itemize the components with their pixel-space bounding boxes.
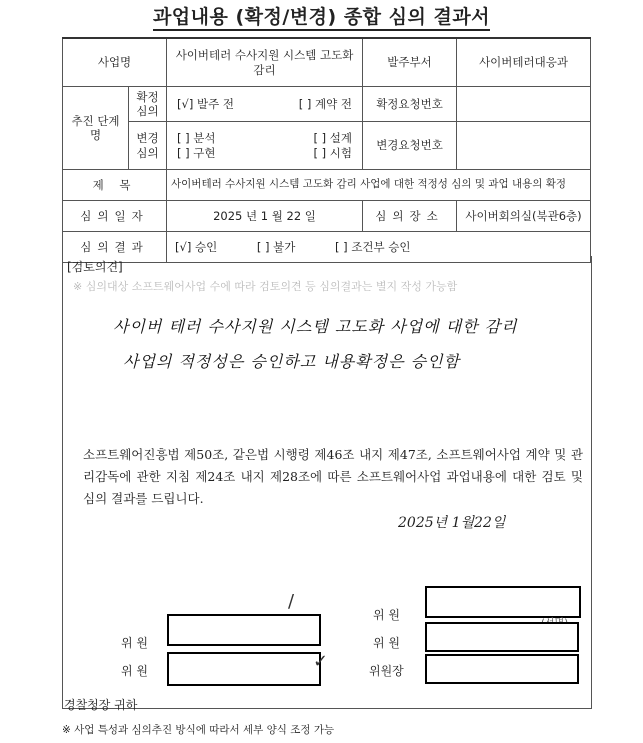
change-label: 변경 심의: [129, 122, 167, 170]
change-option-test: [ ] 시험: [313, 145, 353, 160]
review-form-table: [62, 37, 591, 263]
redacted-name-chair: [425, 654, 579, 684]
result-label: 심의결과: [63, 232, 167, 263]
change-option-analysis: [ ] 분석: [177, 131, 216, 146]
member-label-2: 위 원: [121, 636, 148, 650]
confirm-option-before-contract: [ ] 계약 전: [298, 96, 353, 111]
review-body-text: 소프트웨어진흥법 제50조, 같은법 시행령 제46조 내지 제47조, 소프트웨어사업 계약 및 관리감독에 관한 지침 제24조 내지 제28조에 따른 소프트웨어사업 과업내용에 대한 검토 및 심의 결과를 드립니다.: [83, 447, 583, 506]
date-value: 2025 년 1 월 22 일: [167, 201, 363, 232]
result-option-conditional: [ ] 조건부 승인: [335, 239, 411, 254]
subject-label: 제 목: [63, 170, 167, 201]
signature-scribble: /: [288, 591, 295, 612]
project-label: 사업명: [63, 38, 167, 87]
place-label: 심의장소: [363, 201, 457, 232]
result-option-reject: [ ] 불가: [256, 239, 296, 254]
dept-label: 발주부서: [363, 38, 457, 87]
change-options: [167, 122, 363, 170]
member-label-3: 위 원: [373, 636, 400, 650]
handwritten-date: 2025년 1월22일: [398, 515, 506, 531]
handwritten-opinion-line2: 사업의 적정성은 승인하고 내용확정은 승인함: [123, 352, 461, 371]
change-option-implementation: [ ] 구현: [177, 145, 216, 160]
redacted-name-2: [167, 614, 321, 646]
document-title: 과업내용 (확정/변경) 종합 심의 결과서: [0, 2, 643, 29]
change-request-value: [457, 122, 591, 170]
dept-value: 사이버테러대응과: [457, 38, 591, 87]
footer-note: ※ 사업 특성과 심의추진 방식에 따라서 세부 양식 조정 가능: [62, 724, 335, 736]
review-label: [검토의견]: [67, 260, 123, 274]
addressee: 경찰청장 귀하: [64, 698, 138, 712]
date-label: 심의일자: [63, 201, 167, 232]
project-name: 사이버테러 수사지원 시스템 고도화 감리: [167, 38, 363, 87]
redacted-name-4: [167, 652, 321, 686]
change-request-label: 변경요청번호: [363, 122, 457, 170]
member-label-4: 위 원: [121, 664, 148, 678]
place-value: 사이버회의실(북관6층): [457, 201, 591, 232]
subject-value: 사이버테러 수사지원 시스템 고도화 감리 사업에 대한 적정성 심의 및 과업 내용의 확정: [167, 170, 591, 201]
member-label-1: 위 원: [373, 608, 400, 622]
confirm-option-before-order: [√] 발주 전: [177, 96, 234, 111]
handwritten-opinion-line1: 사이버 테러 수사지원 시스템 고도화 사업에 대한 감리: [113, 317, 518, 336]
confirm-label: 확정 심의: [129, 87, 167, 122]
stage-label: 추진 단계명: [63, 87, 129, 170]
confirm-options: [167, 87, 363, 122]
review-hint: ※ 심의대상 소프트웨어사업 수에 따라 검토의견 등 심의결과는 별지 작성 가능함: [73, 280, 458, 293]
redacted-name-3: [425, 622, 579, 652]
signature-scribble-2: ✓: [313, 651, 329, 672]
review-opinion-box: [62, 256, 592, 709]
confirm-request-label: 확정요청번호: [363, 87, 457, 122]
result-option-approve: [√] 승인: [175, 239, 218, 254]
change-option-design: [ ] 설계: [313, 131, 353, 146]
chair-label: 위원장: [369, 664, 404, 678]
confirm-request-value: [457, 87, 591, 122]
